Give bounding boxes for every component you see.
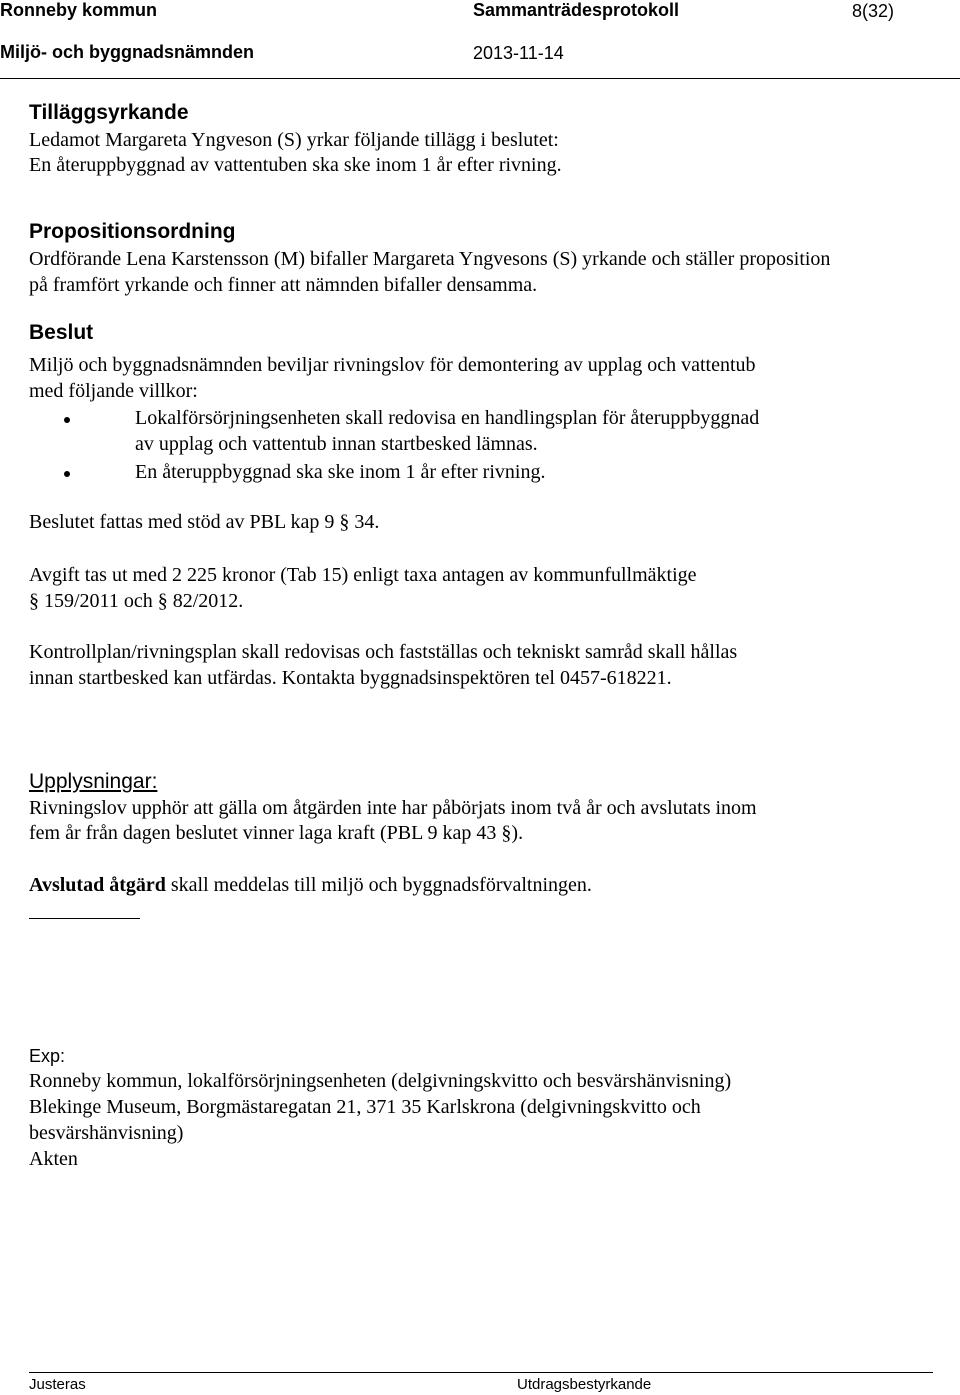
exp-line-2: Blekinge Museum, Borgmästaregatan 21, 371 35 Karlskrona (delgivningskvitto och [29,1096,701,1118]
header-page-number: 8(32) [852,1,895,21]
beslut-intro-line-2: med följande villkor: [29,380,198,402]
bullet-2-marker [64,471,70,477]
exp-label: Exp: [29,1046,66,1066]
proposition-line-1: Ordförande Lena Karstensson (M) bifaller Margareta Yngvesons (S) yrkande och ställer proposition [29,248,831,270]
upplysningar-line-2-text: fem år från dagen beslutet vinner laga kraft (PBL 9 kap 43 [29,822,497,844]
avslutad-atgard-text: skall meddelas till miljö och byggnadsförvaltningen. [170,874,592,896]
pbl-text: Beslutet fattas med stöd av PBL kap 9 [29,511,335,533]
signature-divider [29,918,140,919]
bullet-1-marker [64,417,70,423]
avgift-section-symbol-2: § [157,590,168,612]
bullet-1-line-1: Lokalförsörjningsenheten skall redovisa en handlingsplan för återuppbyggnad [135,407,760,429]
upplysningar-line-2-end: ). [511,822,524,844]
bullet-1-line-2: av upplag och vattentub innan startbesked lämnas. [135,433,538,455]
avgift-section-symbol-1: § [29,590,39,612]
header-doc-type: Sammanträdesprotokoll [473,0,680,20]
tillagg-line-2: En återuppbyggnad av vattentuben ska ske inom 1 år efter rivning. [29,154,562,176]
avgift-line-2 [29,590,243,613]
upplysningar-line-2 [29,822,523,845]
proposition-heading: Propositionsordning [29,220,236,243]
beslut-intro-line-1: Miljö och byggnadsnämnden beviljar rivningslov för demontering av upplag och vattentub [29,354,756,376]
proposition-line-2: på framfört yrkande och finner att nämnden bifaller densamma. [29,274,538,296]
pbl-section-symbol: § [339,511,350,533]
footer-divider [29,1372,933,1373]
beslut-pbl-reference [29,511,379,534]
header-date: 2013-11-14 [473,43,564,63]
exp-line-3: besvärshänvisning) [29,1122,184,1144]
avgift-line-1: Avgift tas ut med 2 225 kronor (Tab 15) enligt taxa antagen av kommunfullmäktige [29,564,697,586]
tillagg-line-1: Ledamot Margareta Yngveson (S) yrkar följande tillägg i beslutet: [29,129,559,151]
beslut-heading: Beslut [29,321,94,344]
upplysningar-section-symbol: § [501,822,512,844]
exp-line-1: Ronneby kommun, lokalförsörjningsenheten (delgivningskvitto och besvärshänvisning) [29,1070,732,1092]
exp-line-4: Akten [29,1148,78,1170]
upplysningar-line-1: Rivningslov upphör att gälla om åtgärden inte har påbörjats inom två år och avslutats inom [29,797,757,819]
tillagg-heading: Tilläggsyrkande [29,101,189,124]
header-municipality: Ronneby kommun [0,0,158,20]
avslutad-atgard-bold: Avslutad åtgärd [29,874,166,896]
avgift-ref-1: 159/2011 och [44,590,153,612]
pbl-number: 34. [354,511,380,533]
upplysningar-heading: Upplysningar: [29,770,158,793]
bullet-2-line-1: En återuppbyggnad ska ske inom 1 år efter rivning. [135,461,546,483]
avgift-ref-2: 82/2012. [172,590,244,612]
header-committee: Miljö- och byggnadsnämnden [0,42,255,62]
avslutad-atgard [29,874,592,897]
footer-justeras: Justeras [29,1376,86,1393]
header-divider [0,78,960,79]
kontroll-line-2: innan startbesked kan utfärdas. Kontakta byggnadsinspektören tel 0457-618221. [29,667,672,689]
kontroll-line-1: Kontrollplan/rivningsplan skall redovisas och fastställas och tekniskt samråd skall hållas [29,641,738,663]
footer-utdragsbestyrkande: Utdragsbestyrkande [517,1376,652,1393]
